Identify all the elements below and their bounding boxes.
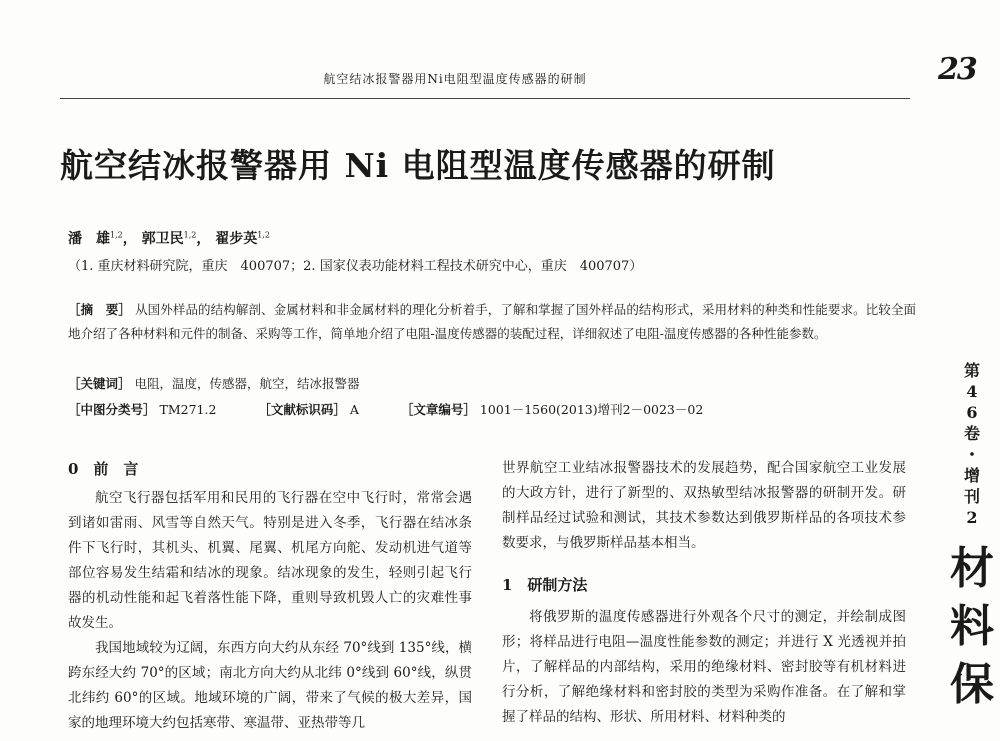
author-name: 翟步英: [215, 231, 258, 247]
abstract-text: 从国外样品的结构解剖、金属材料和非金属材料的理化分析着手，了解和掌握了国外样品的结构形式，采用材料的种类和性能要求。比较全面地介绍了各种材料和元件的制备、采购等工作，简单地介绍了电阻-温度传感器的装配过程，详细叙述了电阻-温度传感器的各种性能参数。: [68, 302, 916, 341]
right-column-top: [502, 456, 906, 556]
keywords-text: 电阻，温度，传感器，航空，结冰报警器: [134, 376, 360, 391]
doc-code-value: A: [349, 402, 359, 417]
page-number: 23: [938, 52, 976, 87]
method-paragraph: 将俄罗斯的温度传感器进行外观各个尺寸的测定，并绘制成图形；将样品进行电阻—温度性能参数的测定；并进行 X 光透视并拍片，了解样品的内部结构，采用的绝缘材料、密封胶等有机材料进行分析，了解绝缘材料和密封胶的类型为采购作准备。在了解和掌握了样品的结构、形状、所用材料、材料种类的: [502, 609, 906, 725]
author-name: 郭卫民: [141, 231, 184, 247]
intro-paragraph-continued: 世界航空工业结冰报警器技术的发展趋势，配合国家航空工业发展的大政方针，进行了新型的、双热敏型结冰报警器的研制开发。研制样品经过试验和测试，其技术参数达到俄罗斯样品的各项技术参数要求，与俄罗斯样品基本相当。: [502, 460, 906, 551]
article-title: 航空结冰报警器用 Ni 电阻型温度传感器的研制: [60, 146, 776, 185]
author-name: 潘 雄: [68, 231, 110, 247]
magazine-name: 材 料 保: [950, 543, 994, 710]
doc-code-label: ［文献标识码］: [258, 402, 346, 417]
right-column-bottom: [502, 605, 906, 730]
intro-paragraph-2: 我国地域较为辽阔，东西方向大约从东经 70°线到 135°线，横跨东经大约 70°的区域；南北方向大约从北纬 0°线到 60°线，纵贯北纬约 60°的区域。地域环境的广阔，带来了气候的极大差异，国家的地理环境大约包括寒带、寒温带、亚热带等几: [68, 640, 472, 731]
side-margin: [944, 360, 1000, 714]
section-heading-method: 1 研制方法: [502, 576, 588, 594]
keywords-label: ［关键词］: [68, 376, 131, 391]
keywords: [68, 374, 360, 392]
header-rule: [60, 98, 910, 99]
author-affiliation-mark: 1,2: [183, 230, 197, 240]
clc-value: TM271.2: [159, 402, 217, 417]
volume-label: 第 4 6 卷 ・ 增 刊 2: [963, 361, 980, 527]
affiliations: （1. 重庆材料研究院，重庆 400707；2. 国家仪表功能材料工程技术研究中心，重庆 400707）: [68, 259, 643, 274]
classification-line: [68, 400, 928, 418]
article-no-label: ［文章编号］: [400, 402, 476, 417]
intro-paragraph-1: 航空飞行器包括军用和民用的飞行器在空中飞行时，常常会遇到诸如雷雨、风雪等自然天气。特别是进入冬季，飞行器在结冰条件下飞行时，其机头、机翼、尾翼、机尾方向舵、发动机进气道等部位容易发生结霜和结冰的现象。结冰现象的发生，轻则引起飞行器的机动性能和起飞着落性能下降，重则导致机毁人亡的灾难性事故发生。: [68, 490, 472, 631]
author-list: 潘 雄$^{1,2}$， 郭卫民$^{1,2}$， 翟步英$^{1,2}$: [68, 230, 270, 247]
left-column: [68, 486, 472, 736]
abstract: [68, 298, 916, 346]
abstract-label: ［摘 要］: [68, 302, 131, 317]
clc-label: ［中图分类号］: [68, 402, 156, 417]
running-title: 航空结冰报警器用Ni电阻型温度传感器的研制: [323, 72, 587, 86]
author-affiliation-mark: 1,2: [257, 230, 270, 240]
author-affiliation-mark: 1,2: [110, 230, 123, 240]
section-heading-intro: 0 前 言: [68, 460, 139, 478]
article-no-value: 1001－1560(2013)增刊2－0023－02: [479, 402, 704, 417]
